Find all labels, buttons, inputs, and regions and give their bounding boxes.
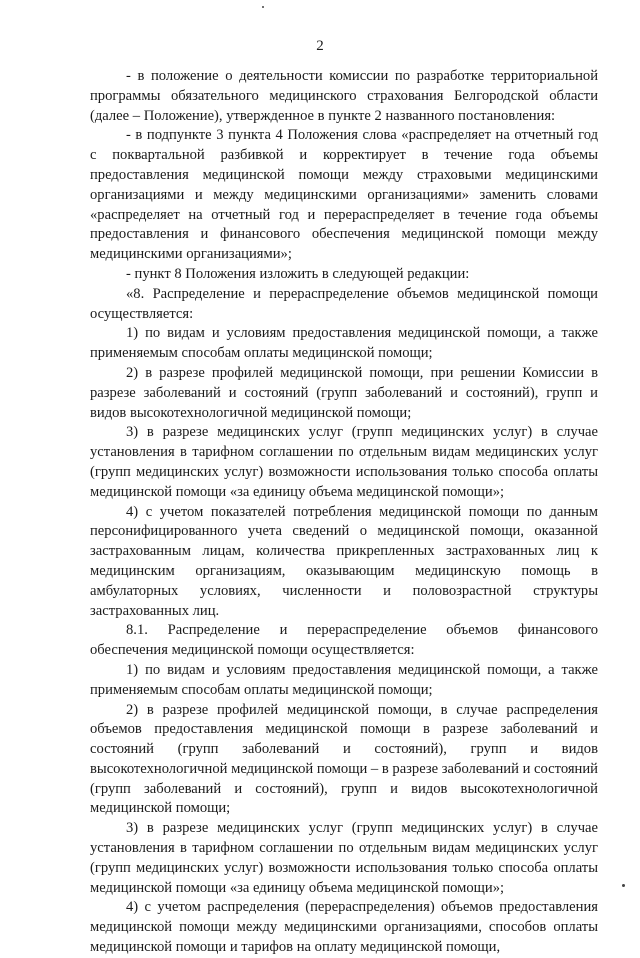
- paragraph-clause-8-1: 8.1. Распределение и перераспределение объемов финансового обеспечения медицинской помощи осуществляется:: [90, 622, 598, 659]
- paragraph-clause-8-intro: - пункт 8 Положения изложить в следующей редакции:: [126, 265, 470, 282]
- paragraph-clause-8-1-item-2: 2) в разрезе профилей медицинской помощи, в случае распределения объемов предоставления медицинской помощи в разрезе заболеваний и состояний (групп заболеваний и состояний), групп и видов высокотехнологичной медицинской помощи – в разрезе заболеваний и состояний (групп заболеваний и состояний), групп и видов высокотехнологичной медицинской помощи;: [90, 701, 598, 817]
- paragraph-clause-8-item-1: 1) по видам и условиям предоставления медицинской помощи, а также применяемым способам оплаты медицинской помощи;: [90, 325, 598, 362]
- paragraph-clause-8-item-2: 2) в разрезе профилей медицинской помощи, при решении Комиссии в разрезе заболеваний и состояний (групп заболеваний и состояний), групп и видов высокотехнологичной медицинской помощи;: [90, 364, 598, 421]
- scan-speck-top: [262, 6, 264, 8]
- scan-speck-right: [622, 884, 625, 887]
- paragraph-clause-8-item-4: 4) с учетом показателей потребления медицинской помощи по данным персонифицированного учета сведений о медицинской помощи, оказанной застрахованным лицам, количества прикрепленных застрахованных лиц к медицинским организациям, оказывающим медицинскую помощь в амбулаторных условиях, численности и половозрастной структуры застрахованных лиц.: [90, 503, 598, 619]
- document-body: [90, 67, 598, 958]
- paragraph-amendment-intro: - в положение о деятельности комиссии по разработке территориальной программы обязательного медицинского страхования Белгородской области (далее – Положение), утвержденное в пункте 2 названного постановления:: [90, 68, 598, 124]
- page-number: 2: [316, 38, 324, 54]
- paragraph-subclause-3: - в подпункте 3 пункта 4 Положения слова «распределяет на отчетный год с поквартальной разбивкой и корректирует в течение года объемы предоставления медицинской помощи между страховыми медицинскими организациями и между медицинскими организациями» заменить словами «распределяет на отчетный год и перераспределяет в течение года объемы предоставления и финансового обеспечения медицинской помощи между медицинскими организациями»;: [90, 127, 598, 263]
- paragraph-clause-8-1-item-4: 4) с учетом распределения (перераспределения) объемов предоставления медицинской помощи между медицинскими организациями, способов оплаты медицинской помощи и тарифов на оплату медицинской помощи,: [90, 899, 598, 956]
- paragraph-clause-8-item-3: 3) в разрезе медицинских услуг (групп медицинских услуг) в случае установления в тарифном соглашении по отдельным видам медицинских услуг (групп медицинских услуг) возможности использования только способа оплаты медицинской помощи «за единицу объема медицинской помощи»;: [90, 424, 598, 500]
- paragraph-clause-8-1-item-1: 1) по видам и условиям предоставления медицинской помощи, а также применяемым способам оплаты медицинской помощи;: [90, 661, 598, 698]
- paragraph-clause-8: «8. Распределение и перераспределение объемов медицинской помощи осуществляется:: [90, 285, 598, 322]
- paragraph-clause-8-1-item-3: 3) в разрезе медицинских услуг (групп медицинских услуг) в случае установления в тарифном соглашении по отдельным видам медицинских услуг (групп медицинских услуг) возможности использования только способа оплаты медицинской помощи «за единицу объема медицинской помощи»;: [90, 820, 598, 896]
